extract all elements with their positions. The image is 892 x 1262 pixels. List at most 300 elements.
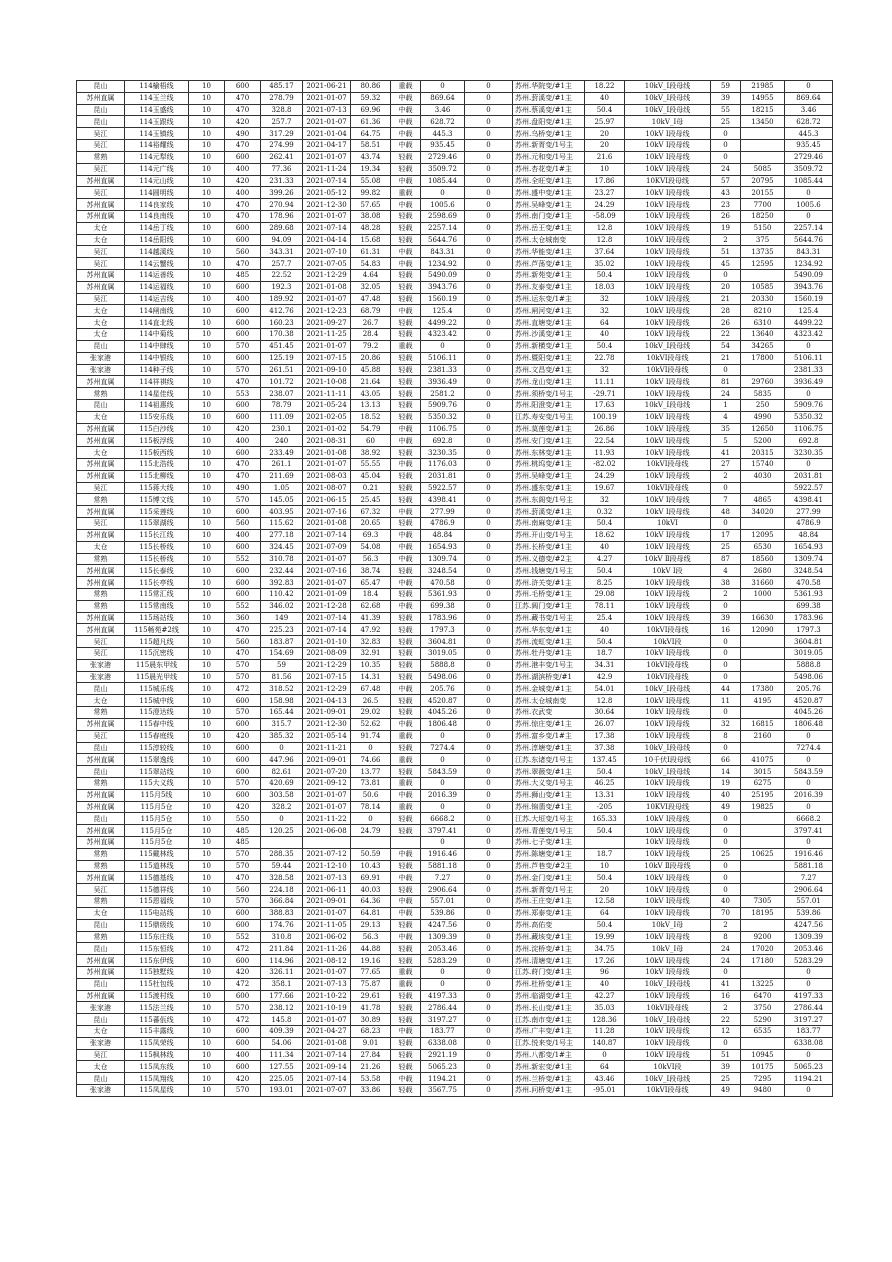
customers-cell: 40 (711, 896, 741, 908)
zero-cell: 0 (465, 376, 513, 388)
voltage-cell: 10 (189, 813, 225, 825)
region-cell: 苏州直属 (77, 175, 125, 187)
load-rate-cell: 59.32 (351, 92, 391, 104)
transformer-margin-cell: 40 (585, 92, 625, 104)
current-cell: 261.1 (261, 459, 303, 471)
load-status-cell: 中载 (391, 541, 421, 553)
region-cell: 吴江 (77, 246, 125, 258)
capacity-cell: 20330 (741, 293, 785, 305)
date-cell: 2021-07-20 (303, 766, 351, 778)
line-name-cell: 115德祥线 (125, 884, 189, 896)
region-cell: 苏州直属 (77, 281, 125, 293)
date-cell: 2021-01-10 (303, 636, 351, 648)
table-row (77, 163, 833, 175)
line-name-cell: 115渡村线 (125, 990, 189, 1002)
load-status-cell: 轻载 (391, 1014, 421, 1026)
voltage-cell: 10 (189, 884, 225, 896)
voltage-cell: 10 (189, 281, 225, 293)
table-row (77, 506, 833, 518)
table-row (77, 293, 833, 305)
customers-cell: 23 (711, 199, 741, 211)
line-name-cell: 115蒋大线 (125, 482, 189, 494)
substation-cell: 苏州.运东变/1#主 (513, 293, 585, 305)
margin-cell: 5888.8 (421, 659, 465, 671)
substation-cell: 苏州.文昌变/#1主 (513, 364, 585, 376)
available-cell: 445.3 (785, 128, 833, 140)
date-cell: 2021-08-31 (303, 435, 351, 447)
table-row (77, 837, 833, 849)
transformer-margin-cell: 50.4 (585, 825, 625, 837)
substation-cell: 苏州.钱塘变/1号主 (513, 565, 585, 577)
available-cell: 205.76 (785, 683, 833, 695)
transformer-margin-cell: 4.27 (585, 553, 625, 565)
current-cell: 317.29 (261, 128, 303, 140)
load-status-cell: 轻载 (391, 376, 421, 388)
capacity-cell: 13735 (741, 246, 785, 258)
date-cell: 2021-10-19 (303, 1002, 351, 1014)
zero-cell: 0 (465, 411, 513, 423)
substation-cell: 苏州.八都变/1#主 (513, 1049, 585, 1061)
available-cell: 935.45 (785, 140, 833, 152)
date-cell: 2021-11-11 (303, 388, 351, 400)
capacity-cell: 3015 (741, 766, 785, 778)
capacity-cell: 6470 (741, 990, 785, 1002)
current-cell: 257.7 (261, 116, 303, 128)
zero-cell: 0 (465, 919, 513, 931)
load-rate-cell: 50.6 (351, 789, 391, 801)
load-status-cell: 轻载 (391, 151, 421, 163)
capacity-cell: 17380 (741, 683, 785, 695)
transformer-margin-cell: 37.64 (585, 246, 625, 258)
substation-cell: 苏州.七子变/#1主 (513, 837, 585, 849)
load-status-cell: 轻载 (391, 565, 421, 577)
current-cell: 328.8 (261, 104, 303, 116)
available-cell: 4247.56 (785, 919, 833, 931)
available-cell: 2031.81 (785, 470, 833, 482)
line-name-cell: 114直北线 (125, 317, 189, 329)
bus-cell: 10kV Ⅰ段母线 (625, 648, 711, 660)
current-cell: 303.58 (261, 789, 303, 801)
load-rate-cell: 69.91 (351, 872, 391, 884)
customers-cell: 22 (711, 1014, 741, 1026)
voltage-cell: 10 (189, 423, 225, 435)
customers-cell: 59 (711, 81, 741, 93)
margin-cell: 5350.32 (421, 411, 465, 423)
table-row (77, 329, 833, 341)
rated-current-cell: 570 (225, 671, 261, 683)
line-name-cell: 115晨东甲线 (125, 659, 189, 671)
margin-cell: 5843.59 (421, 766, 465, 778)
line-name-cell: 115法兰线 (125, 1002, 189, 1014)
current-cell: 160.23 (261, 317, 303, 329)
load-rate-cell: 29.61 (351, 990, 391, 1002)
substation-cell: 苏州.新宏变/#1主 (513, 1061, 585, 1073)
transformer-margin-cell: 23.27 (585, 187, 625, 199)
zero-cell: 0 (465, 813, 513, 825)
zero-cell: 0 (465, 565, 513, 577)
available-cell: 1234.92 (785, 258, 833, 270)
customers-cell: 44 (711, 683, 741, 695)
line-name-cell: 115长泰线 (125, 565, 189, 577)
customers-cell: 2 (711, 588, 741, 600)
load-rate-cell: 44.88 (351, 943, 391, 955)
date-cell: 2021-07-09 (303, 541, 351, 553)
transformer-margin-cell: 50.4 (585, 636, 625, 648)
transformer-margin-cell: 20 (585, 884, 625, 896)
load-rate-cell: 47.48 (351, 293, 391, 305)
bus-cell: 10kV Ⅰ段母线 (625, 1037, 711, 1049)
bus-cell: 10kV Ⅰ段母线 (625, 470, 711, 482)
current-cell: 328.58 (261, 872, 303, 884)
date-cell: 2021-06-21 (303, 81, 351, 93)
load-rate-cell: 43.05 (351, 388, 391, 400)
line-name-cell: 114闸南线 (125, 305, 189, 317)
line-name-cell: 115戴林线 (125, 848, 189, 860)
customers-cell: 11 (711, 695, 741, 707)
region-cell: 太仓 (77, 907, 125, 919)
table-row (77, 199, 833, 211)
current-cell: 101.72 (261, 376, 303, 388)
available-cell: 1106.75 (785, 423, 833, 435)
customers-cell: 26 (711, 210, 741, 222)
load-rate-cell: 38.74 (351, 565, 391, 577)
region-cell: 太仓 (77, 234, 125, 246)
transformer-margin-cell: 30.64 (585, 707, 625, 719)
current-cell: 111.34 (261, 1049, 303, 1061)
load-status-cell: 中载 (391, 104, 421, 116)
load-rate-cell: 77.65 (351, 966, 391, 978)
line-name-cell: 115东庄线 (125, 931, 189, 943)
current-cell: 127.55 (261, 1061, 303, 1073)
capacity-cell (741, 837, 785, 849)
load-rate-cell: 54.08 (351, 541, 391, 553)
available-cell: 48.84 (785, 529, 833, 541)
rated-current-cell: 400 (225, 187, 261, 199)
customers-cell: 0 (711, 813, 741, 825)
table-row (77, 754, 833, 766)
bus-cell: 10kV Ⅰ段母线 (625, 234, 711, 246)
load-rate-cell: 33.86 (351, 1085, 391, 1097)
substation-cell: 苏州.华能变/#1主 (513, 246, 585, 258)
customers-cell: 25 (711, 1073, 741, 1085)
table-row (77, 671, 833, 683)
rated-current-cell: 570 (225, 896, 261, 908)
bus-cell: 10kV Ⅰ段母线 (625, 1049, 711, 1061)
available-cell: 6338.08 (785, 1037, 833, 1049)
customers-cell: 49 (711, 801, 741, 813)
region-cell: 常熟 (77, 151, 125, 163)
load-status-cell: 轻载 (391, 388, 421, 400)
load-rate-cell: 18.4 (351, 588, 391, 600)
region-cell: 苏州直属 (77, 990, 125, 1002)
transformer-margin-cell: 18.62 (585, 529, 625, 541)
bus-cell: 10kV Ⅰ段母线 (625, 423, 711, 435)
transformer-margin-cell: 64 (585, 317, 625, 329)
substation-cell: 苏州.芦荡变/#1主 (513, 258, 585, 270)
load-status-cell: 轻载 (391, 482, 421, 494)
available-cell: 0 (785, 1049, 833, 1061)
line-name-cell: 114良南线 (125, 210, 189, 222)
zero-cell: 0 (465, 742, 513, 754)
available-cell: 5065.23 (785, 1061, 833, 1073)
zero-cell: 0 (465, 364, 513, 376)
current-cell: 0 (261, 742, 303, 754)
load-status-cell: 重载 (391, 730, 421, 742)
available-cell: 3248.54 (785, 565, 833, 577)
zero-cell: 0 (465, 340, 513, 352)
load-rate-cell: 0.21 (351, 482, 391, 494)
load-status-cell: 中载 (391, 175, 421, 187)
load-rate-cell: 67.48 (351, 683, 391, 695)
current-cell: 278.79 (261, 92, 303, 104)
capacity-cell: 18195 (741, 907, 785, 919)
zero-cell: 0 (465, 612, 513, 624)
margin-cell: 1783.96 (421, 612, 465, 624)
bus-cell: 10kV Ⅰ段母线 (625, 600, 711, 612)
load-status-cell: 中载 (391, 258, 421, 270)
table-row (77, 399, 833, 411)
margin-cell: 4786.9 (421, 518, 465, 530)
date-cell: 2021-11-26 (303, 943, 351, 955)
voltage-cell: 10 (189, 789, 225, 801)
substation-cell: 苏州.东林变/#1主 (513, 447, 585, 459)
table-row (77, 955, 833, 967)
load-rate-cell: 19.16 (351, 955, 391, 967)
transformer-margin-cell: 24.29 (585, 199, 625, 211)
available-cell: 277.99 (785, 506, 833, 518)
voltage-cell: 10 (189, 624, 225, 636)
capacity-cell (741, 919, 785, 931)
rated-current-cell: 570 (225, 777, 261, 789)
current-cell: 274.99 (261, 140, 303, 152)
available-cell: 5843.59 (785, 766, 833, 778)
date-cell: 2021-01-09 (303, 588, 351, 600)
load-status-cell: 中载 (391, 848, 421, 860)
table-row (77, 234, 833, 246)
customers-cell: 0 (711, 707, 741, 719)
capacity-cell: 10945 (741, 1049, 785, 1061)
margin-cell: 4520.87 (421, 695, 465, 707)
date-cell: 2021-01-07 (303, 1014, 351, 1026)
available-cell: 2906.64 (785, 884, 833, 896)
zero-cell: 0 (465, 210, 513, 222)
date-cell: 2021-01-07 (303, 966, 351, 978)
region-cell: 苏州直属 (77, 506, 125, 518)
voltage-cell: 10 (189, 506, 225, 518)
voltage-cell: 10 (189, 777, 225, 789)
line-name-cell: 115鼎级线 (125, 919, 189, 931)
table-row (77, 388, 833, 400)
voltage-cell: 10 (189, 1037, 225, 1049)
load-status-cell: 中载 (391, 872, 421, 884)
load-status-cell: 轻载 (391, 612, 421, 624)
region-cell: 苏州直属 (77, 825, 125, 837)
transformer-margin-cell: 50.4 (585, 565, 625, 577)
substation-cell: 江苏.寿安变/1号主 (513, 411, 585, 423)
available-cell: 1806.48 (785, 718, 833, 730)
current-cell: 94.09 (261, 234, 303, 246)
capacity-cell: 31660 (741, 577, 785, 589)
substation-cell: 苏州.华东变/#1主 (513, 624, 585, 636)
zero-cell: 0 (465, 884, 513, 896)
line-name-cell: 115城中线 (125, 695, 189, 707)
capacity-cell: 6275 (741, 777, 785, 789)
current-cell: 451.45 (261, 340, 303, 352)
margin-cell: 2031.81 (421, 470, 465, 482)
load-status-cell: 中载 (391, 423, 421, 435)
table-row (77, 447, 833, 459)
date-cell: 2021-07-13 (303, 978, 351, 990)
load-rate-cell: 13.13 (351, 399, 391, 411)
voltage-cell: 10 (189, 305, 225, 317)
bus-cell: 10kVⅠ段母线 (625, 624, 711, 636)
table-row (77, 577, 833, 589)
region-cell: 苏州直属 (77, 789, 125, 801)
table-row (77, 352, 833, 364)
current-cell: 485.17 (261, 81, 303, 93)
region-cell: 张家港 (77, 659, 125, 671)
rated-current-cell: 600 (225, 588, 261, 600)
load-rate-cell: 18.52 (351, 411, 391, 423)
available-cell: 6668.2 (785, 813, 833, 825)
line-name-cell: 115丰露线 (125, 1026, 189, 1038)
capacity-cell (741, 270, 785, 282)
table-row (77, 588, 833, 600)
load-rate-cell: 73.81 (351, 777, 391, 789)
transformer-margin-cell: 42.27 (585, 990, 625, 1002)
region-cell: 常熟 (77, 388, 125, 400)
load-status-cell: 轻载 (391, 234, 421, 246)
margin-cell: 869.64 (421, 92, 465, 104)
line-name-cell: 115东恒线 (125, 943, 189, 955)
table-row (77, 1002, 833, 1014)
margin-cell: 0 (421, 801, 465, 813)
available-cell: 1797.3 (785, 624, 833, 636)
line-name-cell: 114运吉线 (125, 293, 189, 305)
capacity-cell: 18250 (741, 210, 785, 222)
current-cell: 310.78 (261, 553, 303, 565)
capacity-cell: 9480 (741, 1085, 785, 1097)
bus-cell: 10kV Ⅰ段母线 (625, 388, 711, 400)
transformer-margin-cell: -82.02 (585, 459, 625, 471)
rated-current-cell: 470 (225, 92, 261, 104)
available-cell: 2729.46 (785, 151, 833, 163)
substation-cell: 苏州.广丰变/#1主 (513, 1026, 585, 1038)
bus-cell: 10kV Ⅰ段母线 (625, 813, 711, 825)
load-status-cell: 重载 (391, 966, 421, 978)
margin-cell: 1309.39 (421, 931, 465, 943)
table-row (77, 742, 833, 754)
current-cell: 59 (261, 659, 303, 671)
rated-current-cell: 600 (225, 411, 261, 423)
rated-current-cell: 420 (225, 116, 261, 128)
voltage-cell: 10 (189, 1049, 225, 1061)
voltage-cell: 10 (189, 801, 225, 813)
line-name-cell: 115翠湖线 (125, 518, 189, 530)
zero-cell: 0 (465, 470, 513, 482)
load-rate-cell: 10.35 (351, 659, 391, 671)
table-row (77, 848, 833, 860)
line-name-cell: 115月5线 (125, 789, 189, 801)
margin-cell: 0 (421, 340, 465, 352)
zero-cell: 0 (465, 518, 513, 530)
rated-current-cell: 470 (225, 258, 261, 270)
substation-cell: 苏州.牡丹变/#1主 (513, 648, 585, 660)
margin-cell: 1916.46 (421, 848, 465, 860)
date-cell: 2021-09-10 (303, 364, 351, 376)
region-cell: 常熟 (77, 588, 125, 600)
transformer-margin-cell: -95.01 (585, 1085, 625, 1097)
date-cell: 2021-07-12 (303, 848, 351, 860)
customers-cell: 87 (711, 553, 741, 565)
voltage-cell: 10 (189, 565, 225, 577)
zero-cell: 0 (465, 482, 513, 494)
available-cell: 2381.33 (785, 364, 833, 376)
capacity-cell: 16815 (741, 718, 785, 730)
region-cell: 昆山 (77, 399, 125, 411)
bus-cell: 10kV Ⅰ段母线 (625, 246, 711, 258)
rated-current-cell: 485 (225, 270, 261, 282)
rated-current-cell: 400 (225, 293, 261, 305)
region-cell: 苏州直属 (77, 624, 125, 636)
rated-current-cell: 550 (225, 813, 261, 825)
capacity-cell: 34265 (741, 340, 785, 352)
rated-current-cell: 490 (225, 482, 261, 494)
current-cell: 110.42 (261, 588, 303, 600)
rated-current-cell: 552 (225, 553, 261, 565)
substation-cell: 苏州.吴峰变/#1主 (513, 199, 585, 211)
line-name-cell: 115沉密线 (125, 648, 189, 660)
current-cell: 149 (261, 612, 303, 624)
date-cell: 2021-12-30 (303, 718, 351, 730)
region-cell: 昆山 (77, 813, 125, 825)
date-cell: 2021-01-08 (303, 281, 351, 293)
zero-cell: 0 (465, 293, 513, 305)
load-status-cell: 轻载 (391, 270, 421, 282)
load-rate-cell: 55.08 (351, 175, 391, 187)
table-row (77, 730, 833, 742)
transformer-margin-cell: 25.4 (585, 612, 625, 624)
bus-cell: 10KVⅠ段母线 (625, 175, 711, 187)
load-rate-cell: 48.28 (351, 222, 391, 234)
rated-current-cell: 600 (225, 447, 261, 459)
bus-cell: 10kV Ⅰ段母线 (625, 447, 711, 459)
voltage-cell: 10 (189, 140, 225, 152)
load-rate-cell: 25.45 (351, 494, 391, 506)
capacity-cell (741, 884, 785, 896)
region-cell: 张家港 (77, 1002, 125, 1014)
region-cell: 苏州直属 (77, 199, 125, 211)
region-cell: 常熟 (77, 777, 125, 789)
substation-cell: 苏州.盛东变/#1主 (513, 482, 585, 494)
load-status-cell: 中载 (391, 600, 421, 612)
bus-cell: 10kVⅠ (625, 518, 711, 530)
available-cell: 5490.09 (785, 270, 833, 282)
voltage-cell: 10 (189, 1073, 225, 1085)
capacity-cell: 7305 (741, 896, 785, 908)
zero-cell: 0 (465, 766, 513, 778)
zero-cell: 0 (465, 860, 513, 872)
line-name-cell: 114裕耀线 (125, 140, 189, 152)
rated-current-cell: 560 (225, 518, 261, 530)
rated-current-cell: 600 (225, 577, 261, 589)
capacity-cell (741, 659, 785, 671)
voltage-cell: 10 (189, 588, 225, 600)
substation-cell: 苏州.大义变/1号主 (513, 777, 585, 789)
customers-cell: 0 (711, 671, 741, 683)
capacity-cell: 12650 (741, 423, 785, 435)
transformer-margin-cell: 32 (585, 293, 625, 305)
